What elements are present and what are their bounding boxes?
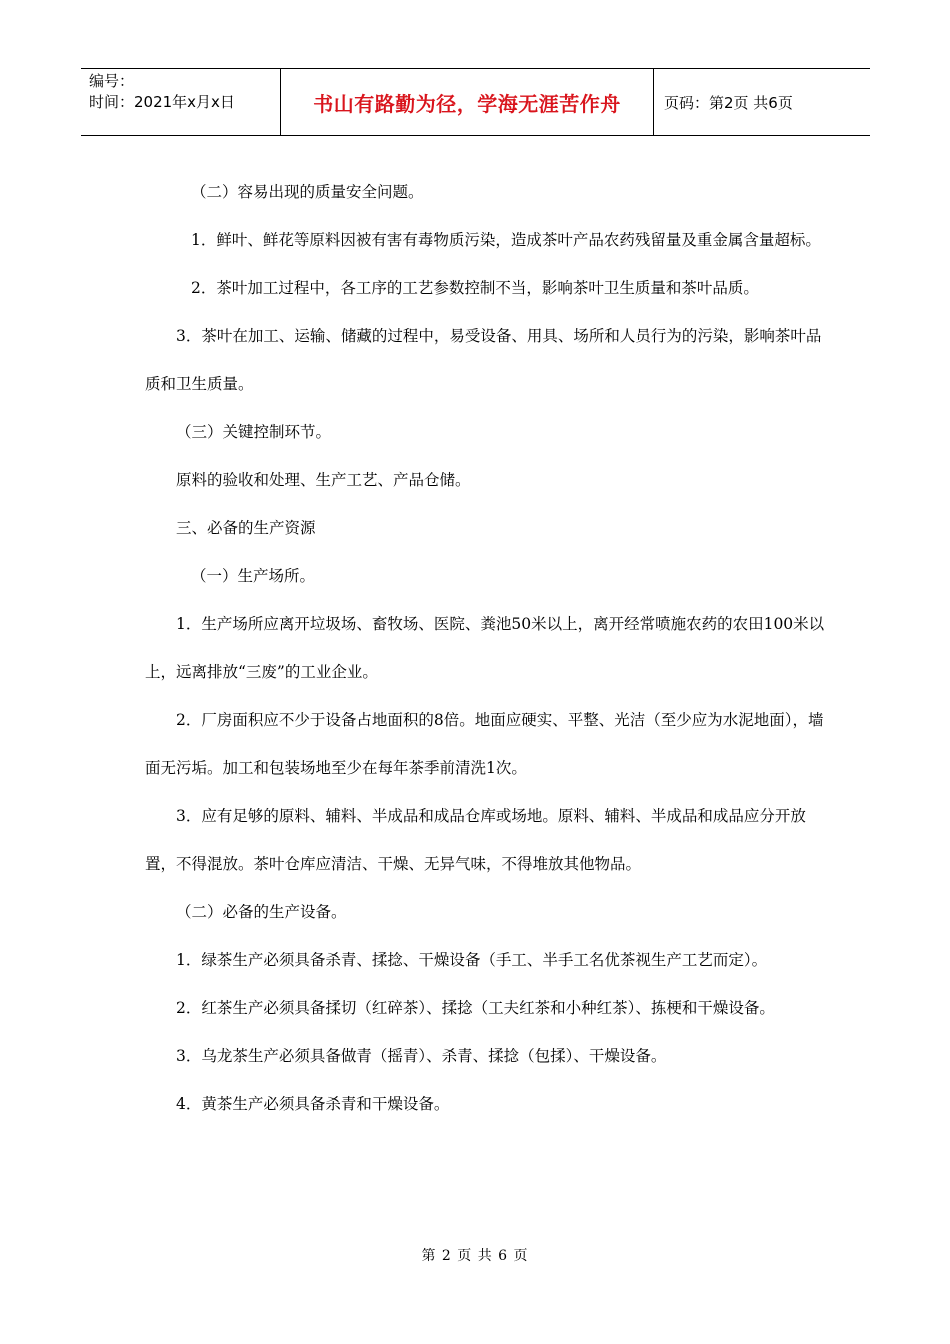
document-date-label: 时间：2021年x月x日 xyxy=(89,93,235,111)
body-paragraph: 1．绿茶生产必须具备杀青、揉捻、干燥设备（手工、半手工名优茶视生产工艺而定）。 xyxy=(176,951,768,969)
body-paragraph: （三）关键控制环节。 xyxy=(176,423,332,441)
body-paragraph: （一）生产场所。 xyxy=(191,567,316,585)
body-paragraph: 2．红茶生产必须具备揉切（红碎茶）、揉捻（工夫红茶和小种红茶）、拣梗和干燥设备。 xyxy=(176,999,775,1017)
header-meta-cell xyxy=(81,69,281,135)
body-paragraph: 3．茶叶在加工、运输、储藏的过程中，易受设备、用具、场所和人员行为的污染，影响茶叶品质和卫生质量。 xyxy=(145,327,822,393)
body-paragraph: 1．生产场所应离开垃圾场、畜牧场、医院、粪池50米以上，离开经常喷施农药的农田100米以上，远离排放“三废”的工业企业。 xyxy=(145,615,825,681)
body-paragraph: 2．厂房面积应不少于设备占地面积的8倍。地面应硬实、平整、光洁（至少应为水泥地面），墙面无污垢。加工和包装场地至少在每年茶季前清洗1次。 xyxy=(145,711,824,777)
body-paragraph: 三、必备的生产资源 xyxy=(176,519,316,537)
body-paragraph: （二）必备的生产设备。 xyxy=(176,903,347,921)
document-number-label: 编号： xyxy=(89,72,135,90)
body-paragraph: 4．黄茶生产必须具备杀青和干燥设备。 xyxy=(176,1095,450,1113)
document-body xyxy=(145,168,825,1128)
body-paragraph: 1．鲜叶、鲜花等原料因被有害有毒物质污染，造成茶叶产品农药残留量及重金属含量超标。 xyxy=(191,231,821,249)
body-paragraph: 3．应有足够的原料、辅料、半成品和成品仓库或场地。原料、辅料、半成品和成品应分开放置，不得混放。茶叶仓库应清洁、干燥、无异气味，不得堆放其他物品。 xyxy=(145,807,806,873)
page-footer: 第 2 页 共 6 页 xyxy=(421,1248,529,1264)
header-page-info: 页码：第2页 共6页 xyxy=(664,93,793,112)
body-paragraph: 2．茶叶加工过程中，各工序的工艺参数控制不当，影响茶叶卫生质量和茶叶品质。 xyxy=(191,279,759,297)
page-header xyxy=(81,68,870,136)
header-motto: 书山有路勤为径，学海无涯苦作舟 xyxy=(281,69,654,135)
body-paragraph: 原料的验收和处理、生产工艺、产品仓储。 xyxy=(176,471,471,489)
body-paragraph: （二）容易出现的质量安全问题。 xyxy=(191,183,424,201)
body-paragraph: 3．乌龙茶生产必须具备做青（摇青）、杀青、揉捻（包揉）、干燥设备。 xyxy=(176,1047,667,1065)
